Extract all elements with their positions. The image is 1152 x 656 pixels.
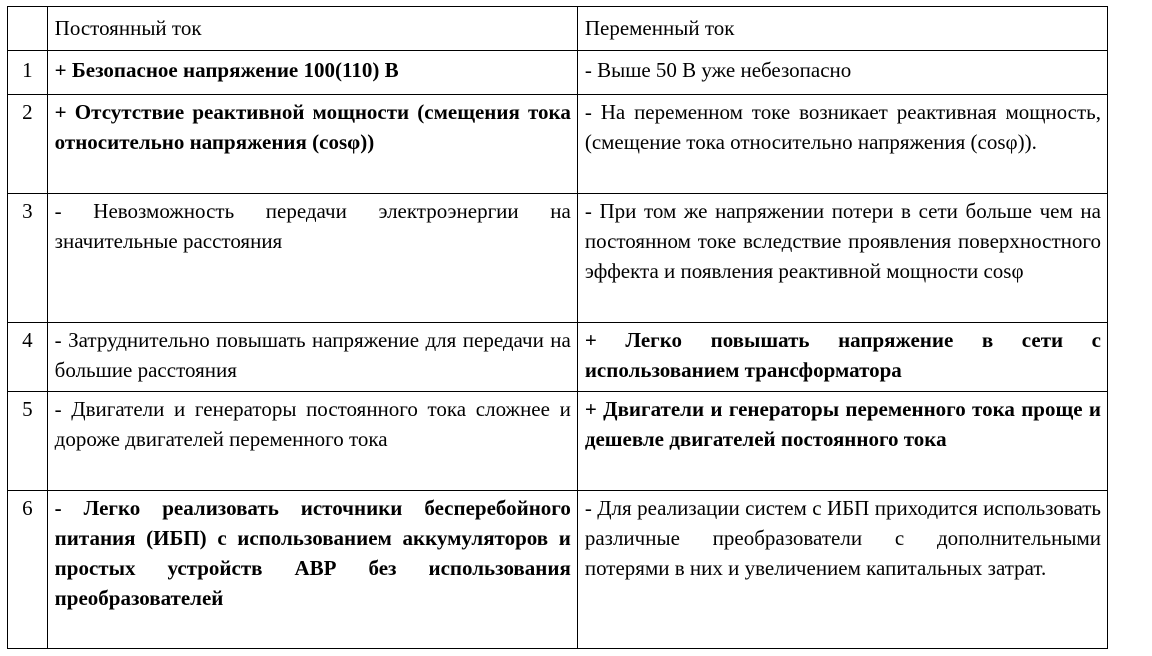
row-number: 2 [8, 95, 48, 194]
dc-cell: + Безопасное напряжение 100(110) В [47, 51, 577, 95]
table-row [8, 51, 1108, 95]
row-number: 6 [8, 491, 48, 649]
row-number: 1 [8, 51, 48, 95]
table-row [8, 95, 1108, 194]
table-row [8, 323, 1108, 392]
header-dc-cell: Постоянный ток [47, 7, 577, 51]
dc-cell: - Невозможность передачи электроэнергии на значительные расстояния [47, 194, 577, 323]
row-number: 4 [8, 323, 48, 392]
table-row [8, 194, 1108, 323]
table-header-row [8, 7, 1108, 51]
table-row [8, 392, 1108, 491]
dc-cell: + Отсутствие реактивной мощности (смещения тока относительно напряжения (cosφ)) [47, 95, 577, 194]
ac-cell: - Выше 50 В уже небезопасно [577, 51, 1107, 95]
header-number-cell [8, 7, 48, 51]
ac-cell: - На переменном токе возникает реактивная мощность, (смещение тока относительно напряжения (cosφ)). [577, 95, 1107, 194]
table-row [8, 491, 1108, 649]
dc-cell: - Легко реализовать источники бесперебойного питания (ИБП) с использованием аккумуляторов и простых устройств АВР без использования преобразователей [47, 491, 577, 649]
row-number: 5 [8, 392, 48, 491]
dc-cell: - Двигатели и генераторы постоянного тока сложнее и дороже двигателей переменного тока [47, 392, 577, 491]
dc-cell: - Затруднительно повышать напряжение для передачи на большие расстояния [47, 323, 577, 392]
header-ac-cell: Переменный ток [577, 7, 1107, 51]
ac-cell: - При том же напряжении потери в сети больше чем на постоянном токе вследствие проявления поверхностного эффекта и появления реактивной мощности cosφ [577, 194, 1107, 323]
ac-cell: + Легко повышать напряжение в сети с использованием трансформатора [577, 323, 1107, 392]
dc-ac-comparison-table [7, 6, 1108, 649]
ac-cell: + Двигатели и генераторы переменного тока проще и дешевле двигателей постоянного тока [577, 392, 1107, 491]
row-number: 3 [8, 194, 48, 323]
ac-cell: - Для реализации систем с ИБП приходится использовать различные преобразователи с дополнительными потерями в них и увеличением капитальных затрат. [577, 491, 1107, 649]
